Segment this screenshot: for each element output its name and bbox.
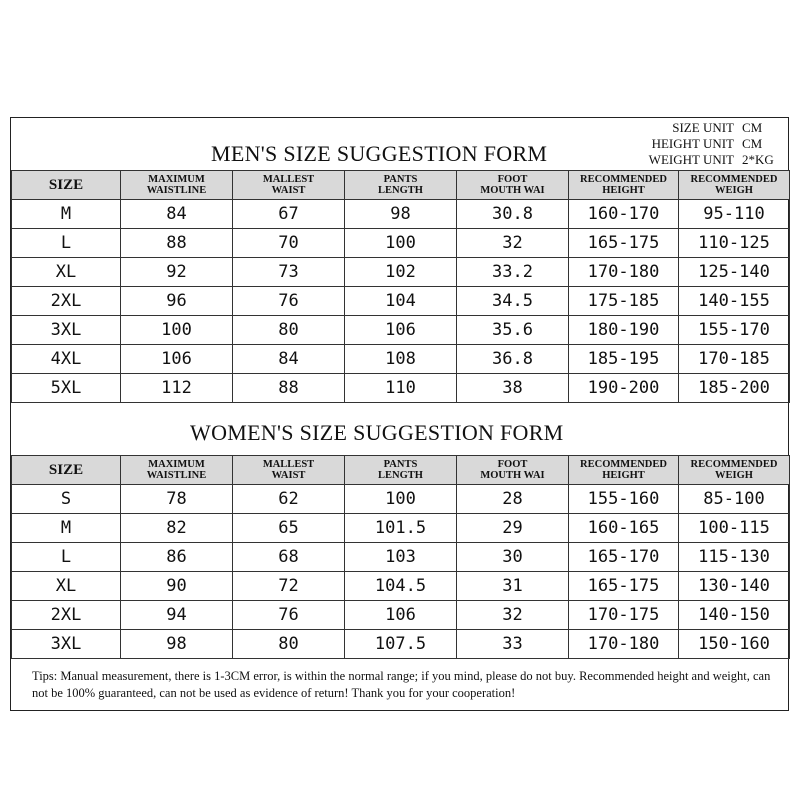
size-cell: 3XL [12,630,121,659]
measurement-cell: 32 [457,601,569,630]
table-row [12,287,790,316]
measurement-cell: 130-140 [679,572,790,601]
measurement-cell: 115-130 [679,543,790,572]
measurement-cell: 80 [233,316,345,345]
table-row [12,200,790,229]
measurement-cell: 103 [345,543,457,572]
measurement-cell: 100 [121,316,233,345]
measurement-cell: 29 [457,514,569,543]
measurement-cell: 155-170 [679,316,790,345]
column-header [12,171,121,200]
table-row [12,543,790,572]
unit-value: 2*KG [742,152,774,167]
measurement-cell: 72 [233,572,345,601]
column-header-line: WAIST [271,185,306,196]
column-header-line: HEIGHT [602,470,645,481]
measurement-cell: 100 [345,229,457,258]
measurement-cell: 86 [121,543,233,572]
measurement-cell: 165-175 [569,572,679,601]
column-header [679,171,790,200]
column-header-line: MALLEST [262,174,315,185]
measurement-cell: 175-185 [569,287,679,316]
measurement-cell: 160-170 [569,200,679,229]
measurement-cell: 160-165 [569,514,679,543]
table-row [12,514,790,543]
measurement-cell: 185-195 [569,345,679,374]
measurement-cell: 112 [121,374,233,403]
measurement-cell: 34.5 [457,287,569,316]
column-header [457,171,569,200]
size-cell: 2XL [12,601,121,630]
unit-label: SIZE UNIT [672,120,734,135]
measurement-cell: 84 [121,200,233,229]
measurement-cell: 32 [457,229,569,258]
measurement-cell: 31 [457,572,569,601]
table-row [12,229,790,258]
measurement-cell: 125-140 [679,258,790,287]
column-header-line: LENGTH [378,185,423,196]
column-header [233,171,345,200]
measurement-cell: 170-180 [569,258,679,287]
column-header-line: PANTS [383,459,418,470]
column-header-line: WEIGH [715,185,753,196]
column-header-line: PANTS [383,174,418,185]
measurement-cell: 185-200 [679,374,790,403]
measurement-cell: 30.8 [457,200,569,229]
measurement-cell: 82 [121,514,233,543]
column-header-line: RECOMMENDED [690,459,778,470]
measurement-cell: 180-190 [569,316,679,345]
table-row [12,316,790,345]
measurement-cell: 170-175 [569,601,679,630]
measurement-cell: 85-100 [679,485,790,514]
column-header-line: RECOMMENDED [690,174,778,185]
column-header [121,171,233,200]
column-header-line: LENGTH [378,470,423,481]
measurement-cell: 80 [233,630,345,659]
measurement-cell: 170-180 [569,630,679,659]
column-header [569,456,679,485]
measurement-cell: 155-160 [569,485,679,514]
measurement-cell: 100 [345,485,457,514]
measurement-cell: 62 [233,485,345,514]
column-header-line: WAISTLINE [146,185,207,196]
measurement-cell: 92 [121,258,233,287]
column-header [121,456,233,485]
measurement-cell: 28 [457,485,569,514]
table-header-row [12,171,790,200]
measurement-cell: 106 [345,316,457,345]
measurement-cell: 98 [121,630,233,659]
measurement-cell: 65 [233,514,345,543]
table-row [12,345,790,374]
column-header-line: HEIGHT [602,185,645,196]
measurement-cell: 90 [121,572,233,601]
size-cell: S [12,485,121,514]
measurement-cell: 78 [121,485,233,514]
measurement-cell: 140-150 [679,601,790,630]
measurement-cell: 96 [121,287,233,316]
measurement-cell: 70 [233,229,345,258]
unit-value: CM [742,120,763,135]
column-header-line: SIZE [48,461,84,478]
column-header-line: WEIGH [715,470,753,481]
column-header-line: WAISTLINE [146,470,207,481]
column-header-line: MOUTH WAI [480,185,545,196]
column-header-line: FOOT [497,459,528,470]
column-header-line: RECOMMENDED [580,459,667,470]
measurement-cell: 165-175 [569,229,679,258]
table-header-row [12,456,790,485]
size-cell: L [12,229,121,258]
measurement-cell: 67 [233,200,345,229]
column-header [569,171,679,200]
column-header-line: RECOMMENDED [580,174,667,185]
size-cell: 3XL [12,316,121,345]
unit-label: WEIGHT UNIT [648,152,734,167]
table-row [12,485,790,514]
measurement-cell: 76 [233,601,345,630]
units-row [637,152,787,168]
column-header [345,456,457,485]
measurement-cell: 88 [121,229,233,258]
tips-note: Tips: Manual measurement, there is 1-3CM error, is within the normal range; if you mind, please do not buy. Recommended height and weight, can not be 100% guaranteed, can not be used as evidence of return! Thank you for your cooperation! [32,669,771,700]
column-header-line: SIZE [48,176,84,193]
table-row [12,630,790,659]
size-cell: 2XL [12,287,121,316]
measurement-cell: 110 [345,374,457,403]
column-header [457,456,569,485]
measurement-cell: 101.5 [345,514,457,543]
measurement-cell: 107.5 [345,630,457,659]
measurement-cell: 100-115 [679,514,790,543]
column-header [679,456,790,485]
column-header-line: MAXIMUM [148,459,205,470]
measurement-cell: 33 [457,630,569,659]
size-cell: M [12,514,121,543]
table-row [12,258,790,287]
size-cell: XL [12,258,121,287]
measurement-cell: 73 [233,258,345,287]
men-size-table [11,170,790,403]
size-cell: M [12,200,121,229]
size-cell: XL [12,572,121,601]
size-cell: 4XL [12,345,121,374]
measurement-cell: 110-125 [679,229,790,258]
measurement-cell: 106 [121,345,233,374]
table-row [12,374,790,403]
measurement-cell: 33.2 [457,258,569,287]
units-row [637,136,787,152]
measurement-cell: 88 [233,374,345,403]
column-header-line: MALLEST [262,459,315,470]
table-row [12,601,790,630]
measurement-cell: 30 [457,543,569,572]
column-header-line: MAXIMUM [148,174,205,185]
measurement-cell: 84 [233,345,345,374]
measurement-cell: 108 [345,345,457,374]
units-row [637,120,787,136]
column-header [345,171,457,200]
measurement-cell: 35.6 [457,316,569,345]
women-size-table [11,455,790,659]
measurement-cell: 150-160 [679,630,790,659]
measurement-cell: 106 [345,601,457,630]
women-form-title: WOMEN'S SIZE SUGGESTION FORM [190,420,564,445]
unit-label: HEIGHT UNIT [651,136,734,151]
units-legend [637,120,787,168]
size-cell: L [12,543,121,572]
column-header [233,456,345,485]
column-header-line: FOOT [497,174,528,185]
measurement-cell: 190-200 [569,374,679,403]
men-form-title: MEN'S SIZE SUGGESTION FORM [211,141,548,166]
column-header [12,456,121,485]
column-header-line: WAIST [271,470,306,481]
measurement-cell: 98 [345,200,457,229]
measurement-cell: 94 [121,601,233,630]
table-row [12,572,790,601]
measurement-cell: 68 [233,543,345,572]
column-header-line: MOUTH WAI [480,470,545,481]
measurement-cell: 140-155 [679,287,790,316]
measurement-cell: 38 [457,374,569,403]
measurement-cell: 102 [345,258,457,287]
measurement-cell: 104.5 [345,572,457,601]
measurement-cell: 104 [345,287,457,316]
measurement-cell: 95-110 [679,200,790,229]
unit-value: CM [742,136,763,151]
measurement-cell: 165-170 [569,543,679,572]
measurement-cell: 76 [233,287,345,316]
size-cell: 5XL [12,374,121,403]
measurement-cell: 170-185 [679,345,790,374]
measurement-cell: 36.8 [457,345,569,374]
